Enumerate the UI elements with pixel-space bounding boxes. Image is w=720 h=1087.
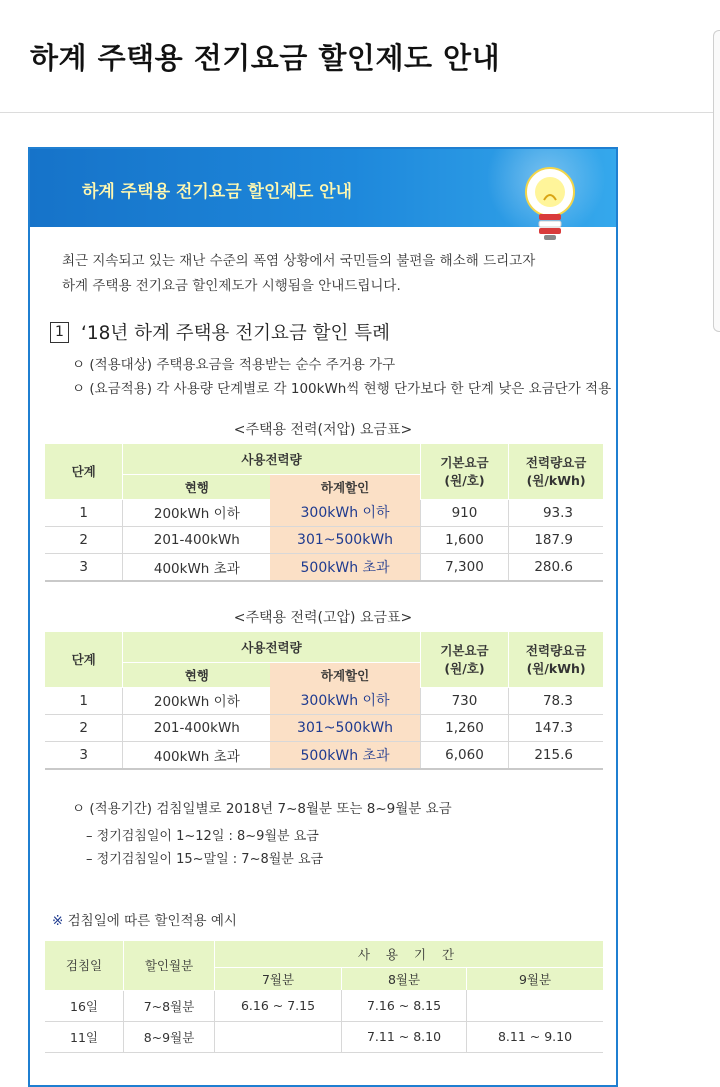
col-stage: 단계	[45, 444, 123, 499]
cell-stage: 1	[45, 687, 123, 714]
cell-energy-fee: 187.9	[509, 526, 603, 553]
intro-text	[62, 249, 602, 299]
col-reading-day: 검침일	[45, 941, 124, 990]
cell-day: 16일	[45, 990, 124, 1021]
cell-base-fee: 1,260	[420, 714, 508, 741]
cell-discount: 301~500kWh	[270, 526, 420, 553]
table-row	[45, 1021, 603, 1052]
page-header	[0, 0, 720, 113]
cell-stage: 2	[45, 714, 123, 741]
table-row	[45, 499, 603, 526]
col-current: 현행	[123, 663, 271, 688]
low-voltage-caption: <주택용 전력(저압) 요금표>	[233, 422, 413, 438]
cell-discount: 301~500kWh	[270, 714, 420, 741]
section-number: 1	[50, 322, 69, 343]
cell-months: 7~8월분	[124, 990, 215, 1021]
col-energy-fee: 전력량요금 (원/kWh)	[509, 444, 603, 499]
col-month: 7월분	[215, 968, 342, 991]
cell-stage: 1	[45, 499, 123, 526]
cell-current: 200kWh 이하	[123, 687, 271, 714]
example-table	[45, 941, 603, 1053]
col-usage-period: 사 용 기 간	[215, 941, 604, 968]
cell-current: 200kWh 이하	[123, 499, 271, 526]
cell-base-fee: 7,300	[420, 553, 508, 581]
table-row	[45, 714, 603, 741]
cell-discount: 500kWh 초과	[270, 741, 420, 769]
cell-discount: 300kWh 이하	[270, 687, 420, 714]
cell-energy-fee: 147.3	[509, 714, 603, 741]
col-current: 현행	[123, 475, 271, 500]
cell-aug: 7.11 ~ 8.10	[342, 1021, 467, 1052]
cell-stage: 2	[45, 526, 123, 553]
section-title: ‘18년 하계 주택용 전기요금 할인 특례	[81, 323, 391, 344]
col-energy-fee: 전력량요금 (원/kWh)	[509, 632, 603, 687]
cell-aug: 7.16 ~ 8.15	[342, 990, 467, 1021]
cell-current: 201-400kWh	[123, 714, 271, 741]
lightbulb-icon	[522, 154, 582, 246]
notice-image	[28, 147, 618, 1087]
cell-sep: 8.11 ~ 9.10	[467, 1021, 604, 1052]
scrollbar[interactable]	[713, 30, 720, 332]
note-mark: ※	[52, 913, 64, 929]
bullet-target: ㅇ (적용대상) 주택용요금을 적용받는 순수 주거용 가구	[72, 357, 396, 373]
col-month: 9월분	[467, 968, 604, 991]
col-stage: 단계	[45, 632, 123, 687]
cell-current: 201-400kWh	[123, 526, 271, 553]
cell-jul	[215, 1021, 342, 1052]
table-row	[45, 990, 603, 1021]
section-heading	[50, 319, 390, 345]
cell-energy-fee: 280.6	[509, 553, 603, 581]
period-item: – 정기검침일이 15~말일 : 7~8월분 요금	[86, 852, 324, 867]
high-voltage-caption: <주택용 전력(고압) 요금표>	[233, 610, 413, 626]
cell-base-fee: 6,060	[420, 741, 508, 769]
cell-energy-fee: 78.3	[509, 687, 603, 714]
period-bullet: ㅇ (적용기간) 검침일별로 2018년 7~8월분 또는 8~9월분 요금	[72, 801, 452, 817]
low-voltage-table	[45, 444, 603, 582]
table-row	[45, 687, 603, 714]
example-title: 검침일에 따른 할인적용 예시	[67, 913, 237, 929]
col-usage: 사용전력량	[123, 632, 420, 663]
col-month: 8월분	[342, 968, 467, 991]
cell-energy-fee: 215.6	[509, 741, 603, 769]
cell-jul: 6.16 ~ 7.15	[215, 990, 342, 1021]
period-item: – 정기검침일이 1~12일 : 8~9월분 요금	[86, 829, 319, 844]
cell-months: 8~9월분	[124, 1021, 215, 1052]
cell-discount: 300kWh 이하	[270, 499, 420, 526]
col-discount: 하계할인	[270, 475, 420, 500]
col-discount: 하계할인	[270, 663, 420, 688]
cell-stage: 3	[45, 741, 123, 769]
cell-sep	[467, 990, 604, 1021]
table-row	[45, 526, 603, 553]
intro-line: 하계 주택용 전기요금 할인제도가 시행됨을 안내드립니다.	[62, 278, 401, 294]
col-base-fee: 기본요금 (원/호)	[420, 444, 508, 499]
cell-discount: 500kWh 초과	[270, 553, 420, 581]
col-discount-month: 할인월분	[124, 941, 215, 990]
banner-title: 하계 주택용 전기요금 할인제도 안내	[82, 182, 353, 202]
cell-base-fee: 910	[420, 499, 508, 526]
example-heading	[52, 909, 237, 929]
cell-base-fee: 1,600	[420, 526, 508, 553]
intro-line: 최근 지속되고 있는 재난 수준의 폭염 상황에서 국민들의 불편을 해소해 드리고자	[62, 253, 536, 269]
cell-day: 11일	[45, 1021, 124, 1052]
cell-current: 400kWh 초과	[123, 741, 271, 769]
cell-energy-fee: 93.3	[509, 499, 603, 526]
table-row	[45, 741, 603, 769]
col-base-fee: 기본요금 (원/호)	[420, 632, 508, 687]
bullet-rate: ㅇ (요금적용) 각 사용량 단계별로 각 100kWh씩 현행 단가보다 한 단계 낮은 요금단가 적용	[72, 381, 612, 397]
cell-current: 400kWh 초과	[123, 553, 271, 581]
table-row	[45, 553, 603, 581]
page-title: 하계 주택용 전기요금 할인제도 안내	[30, 41, 501, 75]
cell-base-fee: 730	[420, 687, 508, 714]
high-voltage-table	[45, 632, 603, 770]
col-usage: 사용전력량	[123, 444, 420, 475]
cell-stage: 3	[45, 553, 123, 581]
